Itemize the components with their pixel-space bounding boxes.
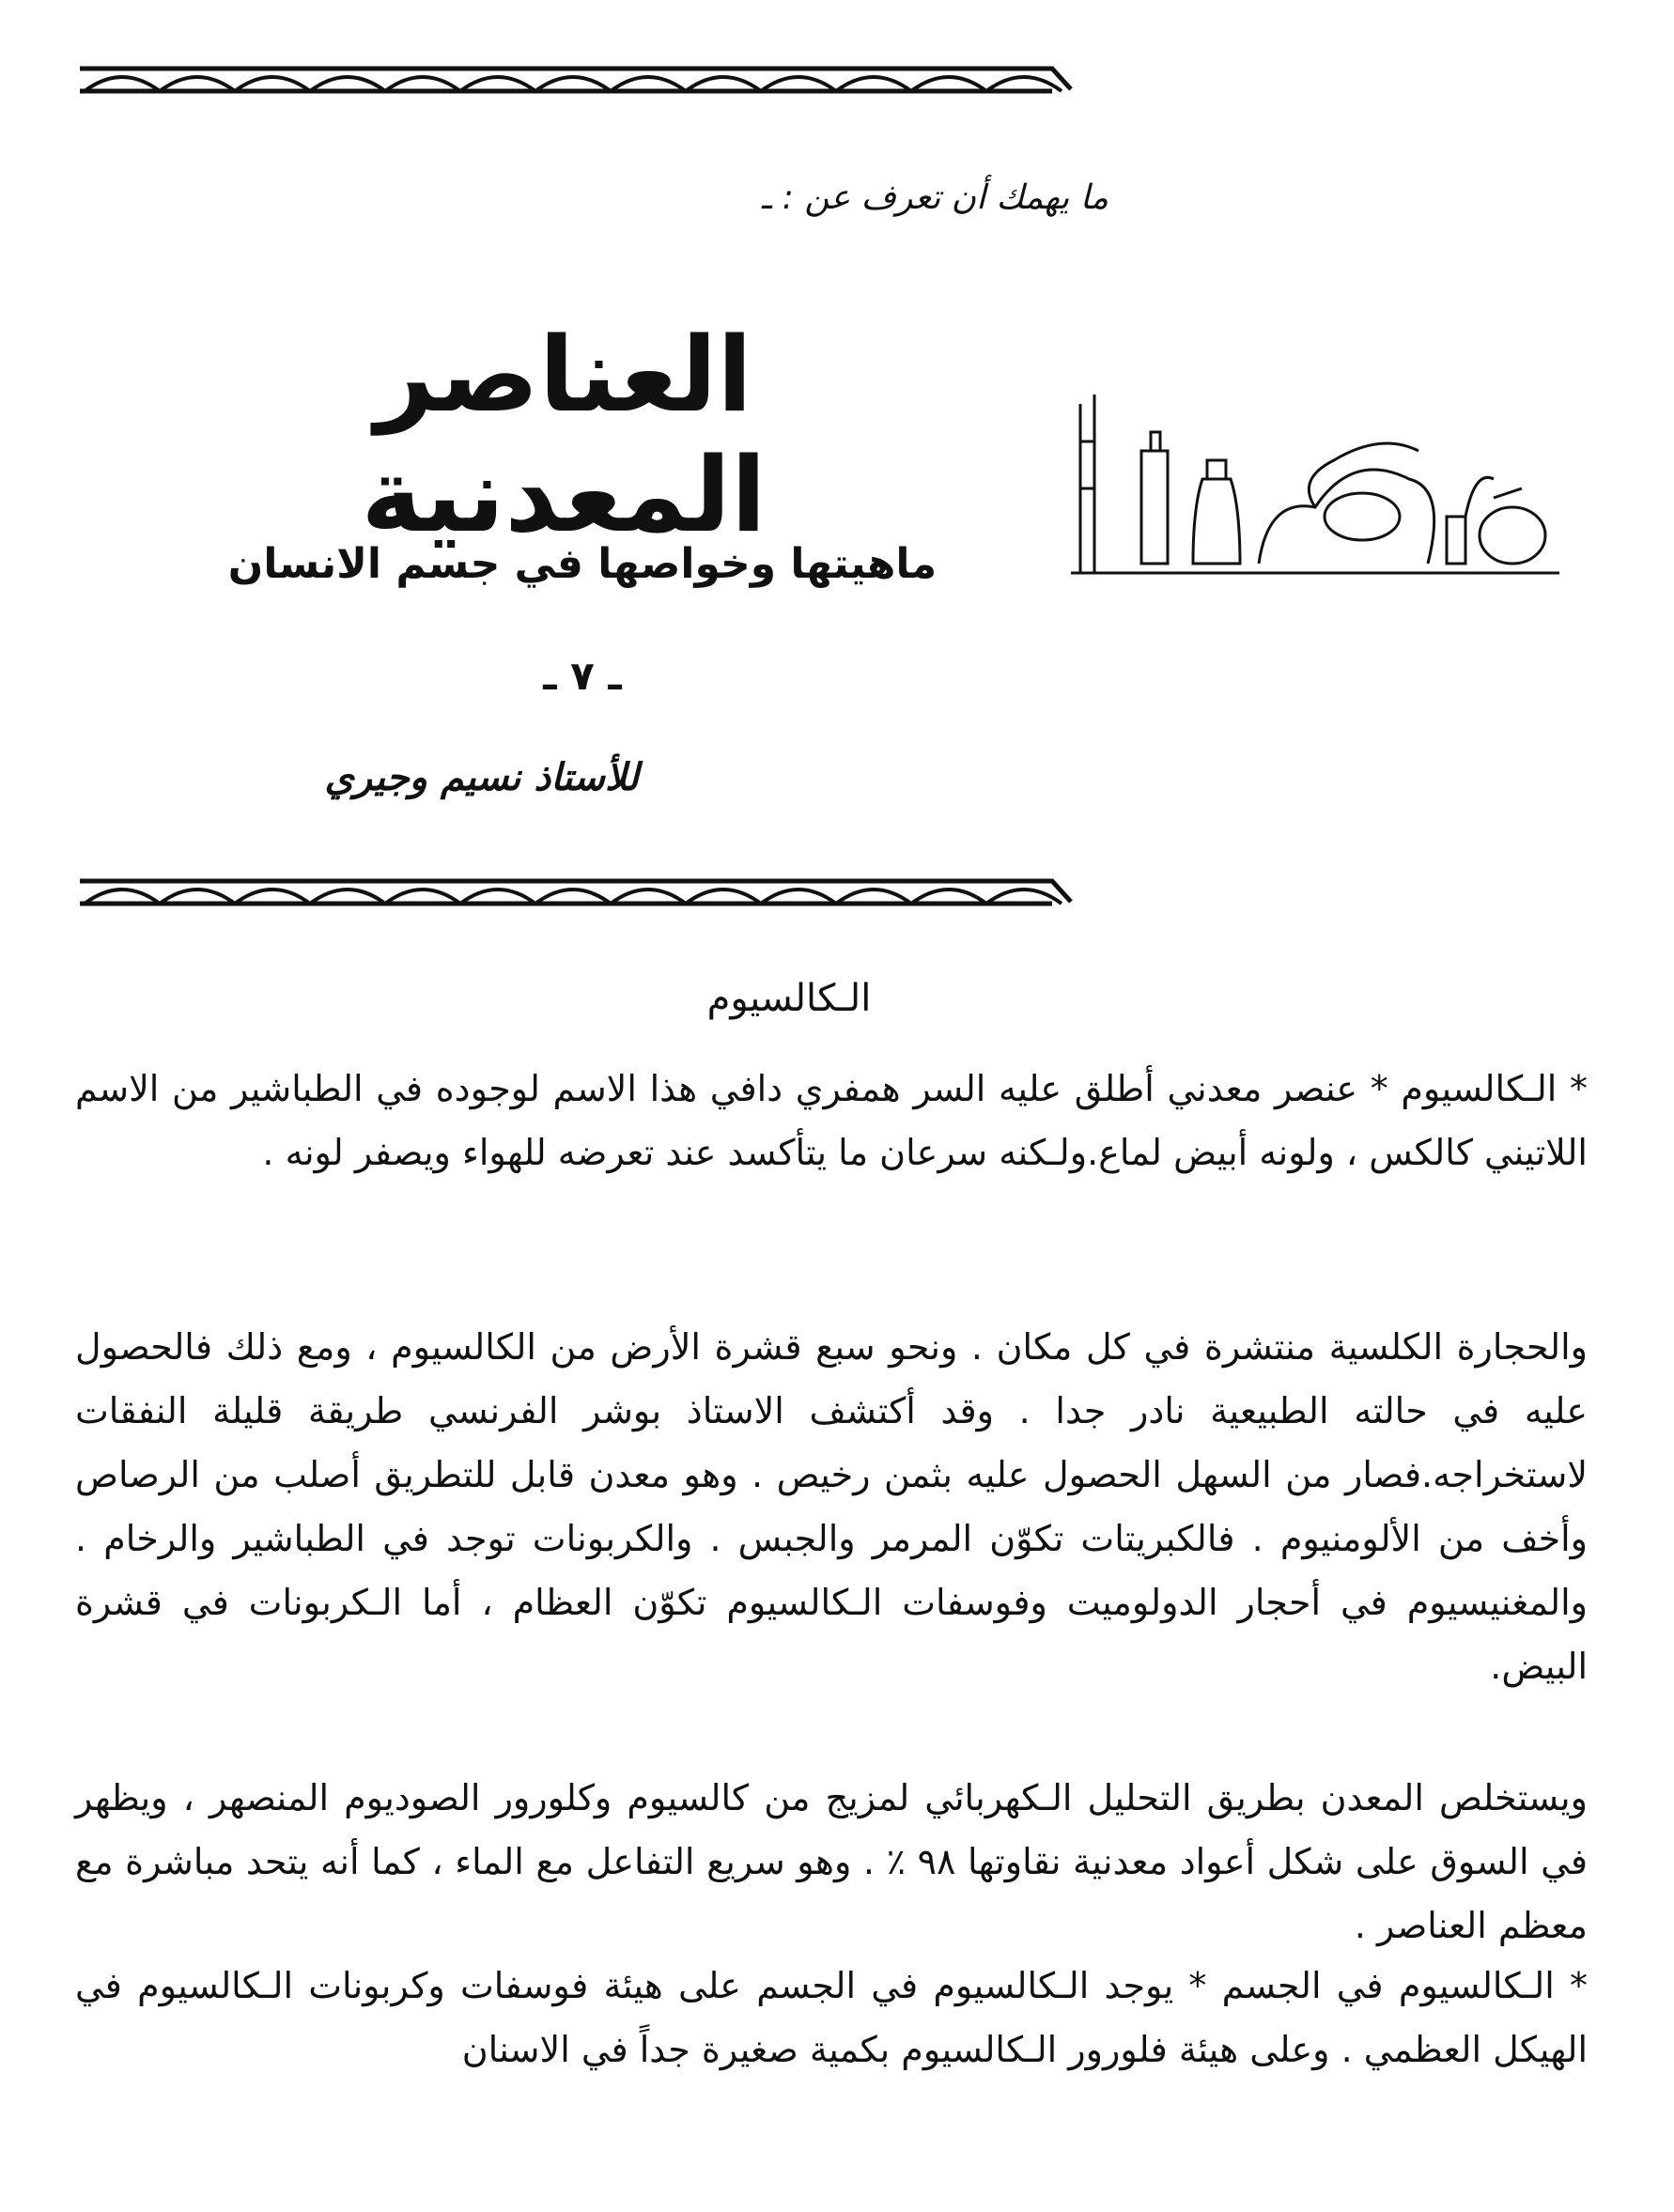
paragraph-text: * الـكالسيوم * عنصر معدني أطلق عليه السر همفري دافي هذا الاسم لوجوده في الطباشير من الاسم اللاتيني كالكس ، ولونه أبيض لماع.ولـكنه سرعان ما يتأكسد عند تعرضه للهواء ويصفر لونه . bbox=[75, 1068, 1588, 1173]
paragraph-text: * الـكالسيوم في الجسم * يوجد الـكالسيوم في الجسم على هيئة فوسفات وكربونات الـكالسيوم في الهيكل العظمي . وعلى هيئة فلورور الـكالسيوم بكمية صغيرة جداً في الاسنان bbox=[75, 1965, 1588, 2070]
paragraph-text: ويستخلص المعدن بطريق التحليل الـكهربائي لمزيج من كالسيوم وكلورور الصوديوم المنصهر ، ويظهر في السوق على شكل أعواد معدنية نقاوتها ٩٨ ٪ . وهو سريع التفاعل مع الماء ، كما أنه يتحد مباشرة مع معظم العناصر . bbox=[75, 1777, 1588, 1946]
paragraph-2 bbox=[75, 1315, 1588, 1698]
paragraph-1 bbox=[75, 1057, 1588, 1184]
paragraph-3 bbox=[75, 1766, 1588, 1957]
author-byline: للأستاذ نسيم وجيري bbox=[324, 756, 639, 799]
top-rope-ornament bbox=[75, 52, 1080, 108]
paragraph-text: والحجارة الكلسية منتشرة في كل مكان . ونحو سبع قشرة الأرض من الكالسيوم ، ومع ذلك فالحصول عليه في حالته الطبيعية نادر جدا . وقد أكتشف الاستاذ بوشر الفرنسي طريقة قليلة النفقات لاستخراجه.فصار من السهل الحصول عليه بثمن رخيص . وهو معدن قابل للتطريق أصلب من الرصاص وأخف من الألومنيوم . فالكبريتات تكوّن المرمر والجبس . والكربونات توجد في الطباشير والرخام . والمغنيسيوم في أحجار الدولوميت وفوسفات الـكالسيوم تكوّن العظام ، أما الـكربونات في قشرة البيض. bbox=[75, 1326, 1588, 1687]
laboratory-illustration bbox=[1052, 376, 1578, 601]
bottom-rope-ornament bbox=[75, 864, 1080, 920]
article-headline: العناصر المعدنية bbox=[361, 315, 767, 555]
part-number: ـ ٧ ـ bbox=[543, 653, 622, 699]
paragraph-4 bbox=[75, 1954, 1588, 2081]
section-title: الـكالسيوم bbox=[706, 977, 872, 1020]
kicker-heading: ما يهمك أن تعرف عن : ـ bbox=[761, 178, 1108, 217]
article-subtitle: ماهيتها وخواصها في جسم الانسان bbox=[227, 540, 938, 588]
